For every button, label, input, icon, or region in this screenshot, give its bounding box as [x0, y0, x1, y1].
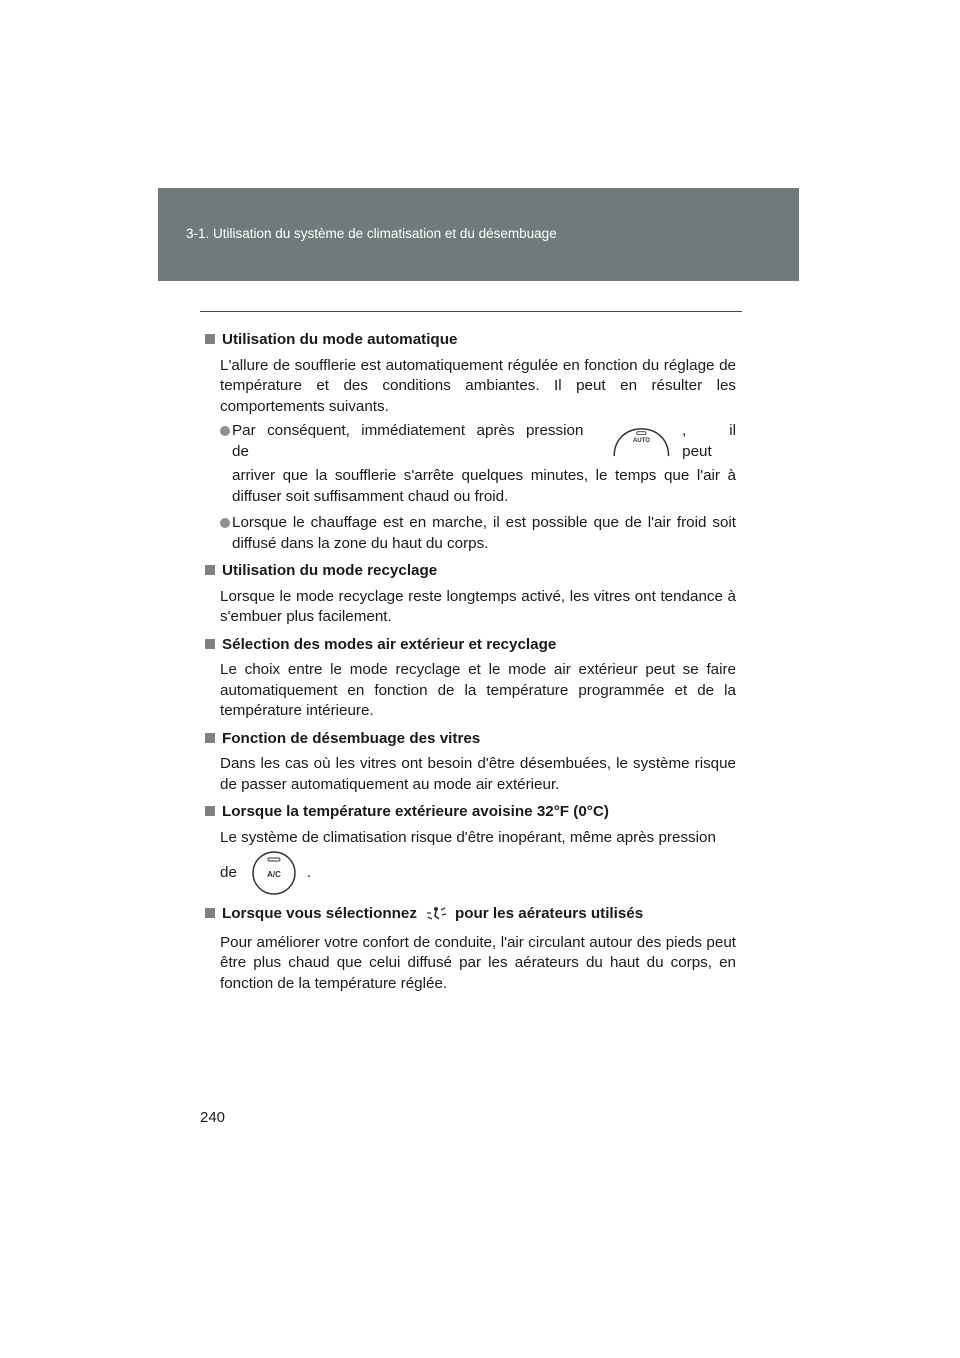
heading-vent-selection: Lorsque vous sélectionnez pour les aérateurs utilisés	[205, 904, 736, 925]
heading-air-mode-selection: Sélection des modes air extérieur et recyclage	[205, 635, 736, 656]
page-content	[205, 330, 736, 994]
paragraph-outside-temperature: Le système de climatisation risque d'être inopérant, même après pression	[220, 828, 716, 846]
square-bullet-icon	[205, 908, 215, 918]
page-number: 240	[200, 1109, 226, 1126]
square-bullet-icon	[205, 565, 215, 575]
heading-outside-temperature: Lorsque la température extérieure avoisine 32°F (0°C)	[205, 802, 736, 823]
square-bullet-icon	[205, 334, 215, 344]
paragraph-recycle-mode: Lorsque le mode recyclage reste longtemps activé, les vitres ont tendance à s'embuer plus facilement.	[220, 587, 736, 625]
round-bullet-icon	[220, 426, 230, 436]
square-bullet-icon	[205, 639, 215, 649]
paragraph-air-mode-selection: Le choix entre le mode recyclage et le mode air extérieur peut se faire automatiquement en fonction de la température programmée et de la température intérieure.	[220, 661, 736, 719]
heading-recycle-mode: Utilisation du mode recyclage	[205, 561, 736, 582]
square-bullet-icon	[205, 806, 215, 816]
bullet-item: Par conséquent, immédiatement après pression de AUTO , il peut arriver que la soufflerie s'arrête quelques minutes, le temps que l'air à diffuser soit suffisamment chaud ou froid.	[220, 421, 736, 507]
bullet-item: Lorsque le chauffage est en marche, il est possible que de l'air froid soit diffusé dans la zone du haut du corps.	[220, 513, 736, 554]
ac-button-label: A/C	[267, 870, 281, 879]
top-rule	[200, 311, 742, 312]
section-header-band	[158, 188, 799, 281]
square-bullet-icon	[205, 733, 215, 743]
paragraph-defog: Dans les cas où les vitres ont besoin d'être désembuées, le système risque de passer automatiquement au mode air extérieur.	[220, 755, 736, 793]
paragraph-vent-selection: Pour améliorer votre confort de conduite, l'air circulant autour des pieds peut être plus chaud que celui diffusé par les aérateurs du haut du corps, en fonction de la température réglée.	[220, 933, 736, 992]
foot-face-vent-icon	[425, 906, 447, 922]
paragraph-ac-line: de A/C .	[220, 850, 736, 896]
auto-button-label: AUTO	[633, 436, 651, 444]
section-title: 3-1. Utilisation du système de climatisation et du désembuage	[186, 226, 557, 241]
heading-auto-mode: Utilisation du mode automatique	[205, 330, 736, 351]
round-bullet-icon	[220, 518, 230, 528]
ac-button-icon	[251, 850, 297, 896]
heading-defog: Fonction de désembuage des vitres	[205, 729, 736, 750]
paragraph-auto-mode: L'allure de soufflerie est automatiquement régulée en fonction du réglage de température et des conditions ambiantes. Il peut en résulter les comportements suivants.	[220, 356, 736, 415]
auto-button-icon	[611, 427, 672, 457]
